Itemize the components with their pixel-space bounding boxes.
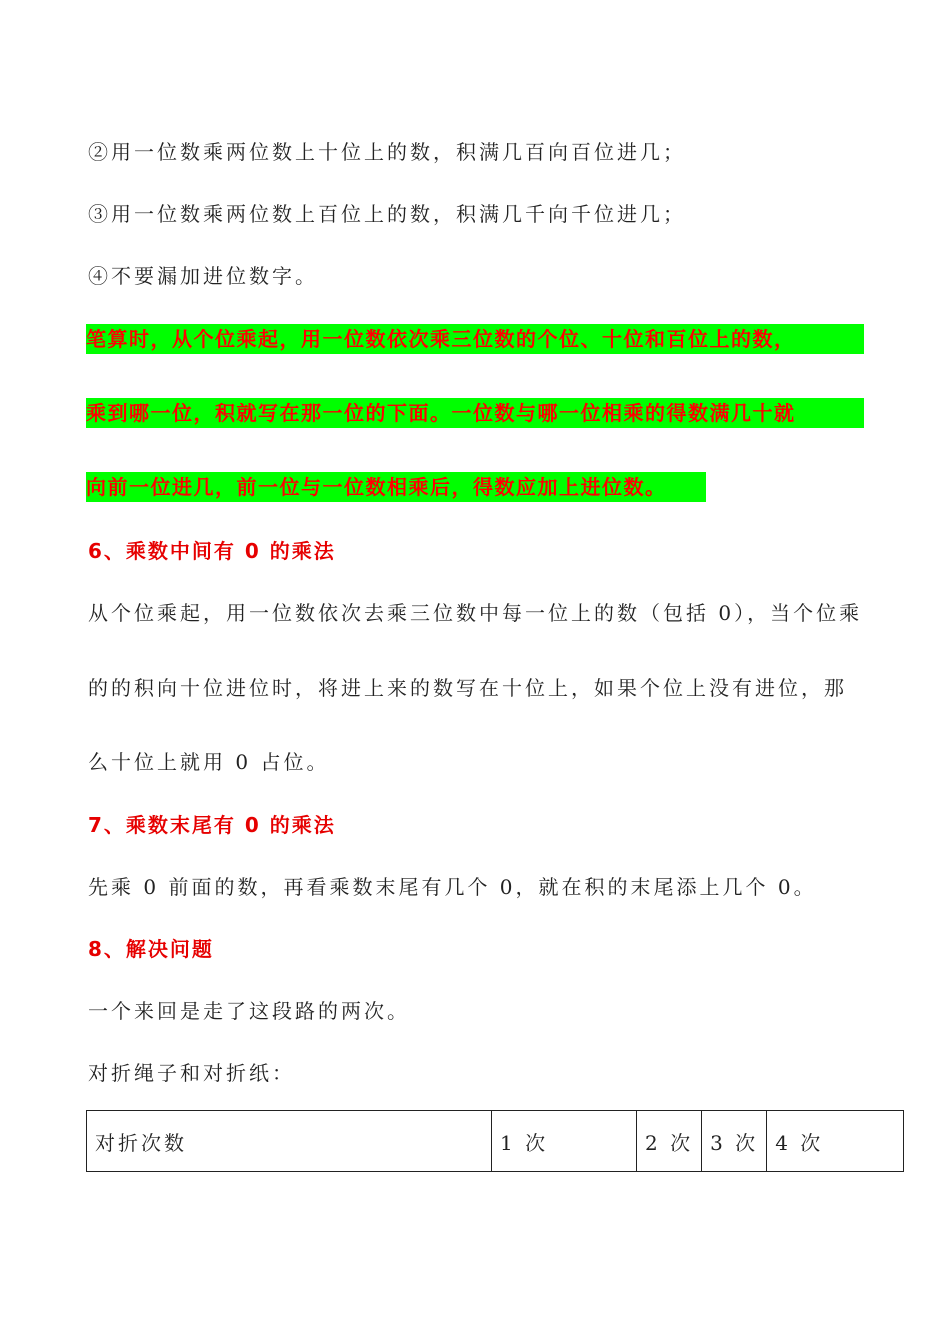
section-6-paragraph-line-1: 从个位乘起，用一位数依次去乘三位数中每一位上的数（包括 0），当个位乘 bbox=[88, 601, 863, 625]
section-8-paragraph-1: 一个来回是走了这段路的两次。 bbox=[88, 999, 410, 1023]
highlight-line-3: 向前一位进几，前一位与一位数相乘后，得数应加上进位数。 bbox=[86, 472, 706, 502]
highlight-line-2: 乘到哪一位，积就写在那一位的下面。一位数与哪一位相乘的得数满几十就 bbox=[86, 398, 864, 428]
table-cell-3: 3 次 bbox=[702, 1111, 767, 1172]
section-8-paragraph-2: 对折绳子和对折纸： bbox=[88, 1061, 295, 1085]
rule-4-text: ④不要漏加进位数字。 bbox=[88, 264, 318, 288]
highlight-line-1: 笔算时，从个位乘起，用一位数依次乘三位数的个位、十位和百位上的数， bbox=[86, 324, 864, 354]
table-cell-4: 4 次 bbox=[767, 1111, 904, 1172]
section-8-heading: 8、解决问题 bbox=[88, 937, 214, 961]
section-6-paragraph-line-2: 的的积向十位进位时，将进上来的数写在十位上，如果个位上没有进位，那 bbox=[88, 676, 847, 700]
section-6-heading: 6、乘数中间有 0 的乘法 bbox=[88, 539, 336, 563]
rule-2-text: ②用一位数乘两位数上十位上的数，积满几百向百位进几； bbox=[88, 140, 686, 164]
table-row bbox=[87, 1111, 904, 1172]
section-6-paragraph-line-3: 么十位上就用 0 占位。 bbox=[88, 750, 330, 774]
table-cell-2: 2 次 bbox=[637, 1111, 702, 1172]
section-7-heading: 7、乘数末尾有 0 的乘法 bbox=[88, 813, 336, 837]
rule-3-text: ③用一位数乘两位数上百位上的数，积满几千向千位进几； bbox=[88, 202, 686, 226]
folding-table bbox=[86, 1110, 904, 1172]
table-cell-1: 1 次 bbox=[492, 1111, 637, 1172]
table-cell-label: 对折次数 bbox=[87, 1111, 492, 1172]
section-7-paragraph: 先乘 0 前面的数，再看乘数末尾有几个 0，就在积的末尾添上几个 0。 bbox=[88, 875, 817, 899]
